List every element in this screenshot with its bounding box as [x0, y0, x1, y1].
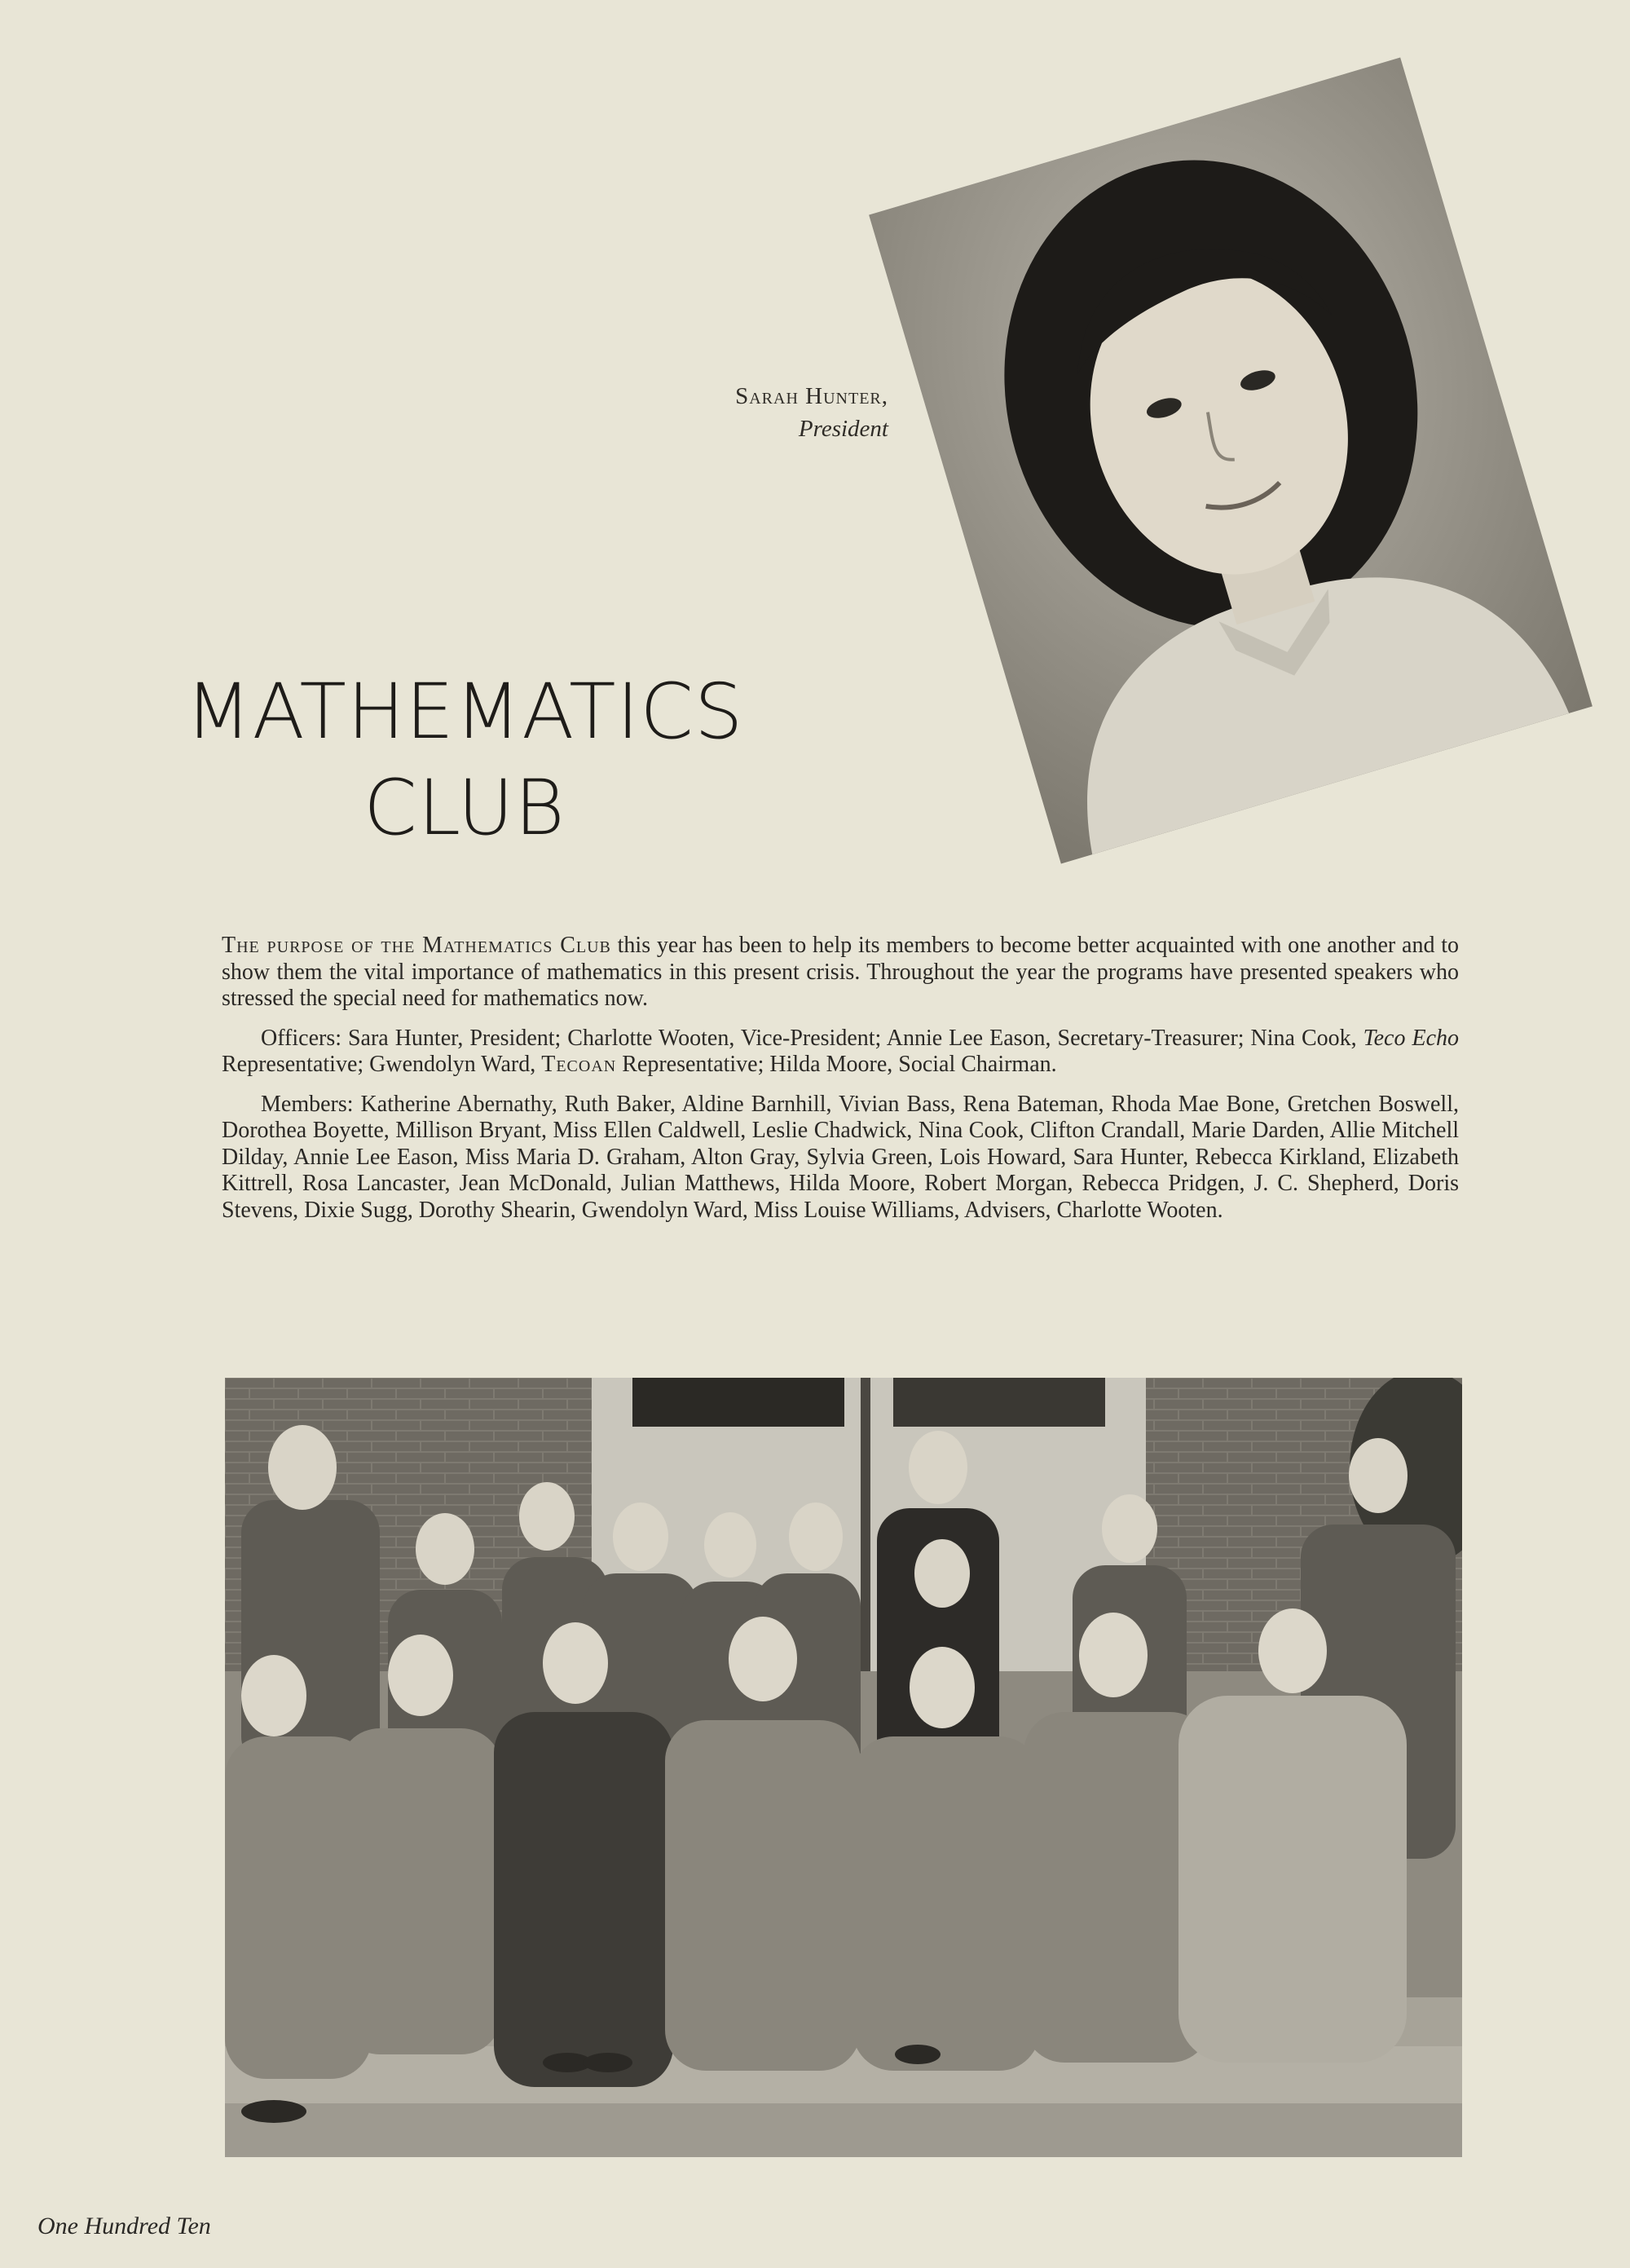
club-description [222, 933, 1459, 1237]
president-portrait-photo [869, 58, 1593, 864]
president-role: President [798, 416, 888, 442]
teco-echo-title: Teco Echo [1363, 1025, 1459, 1051]
officers-paragraph [222, 1026, 1459, 1079]
portrait-illustration [869, 58, 1593, 864]
title-line-1: MATHEMATICS [185, 668, 744, 757]
president-name: Sarah Hunter, [735, 383, 888, 409]
officers-part-3: Representative; Hilda Moore, Social Chairman. [616, 1052, 1057, 1077]
title-line-2: CLUB [363, 764, 566, 853]
members-paragraph: Members: Katherine Abernathy, Ruth Baker, Aldine Barnhill, Vivian Bass, Rena Bateman, Rhoda Mae Bone, Gretchen Boswell, Dorothea Boyette, Millison Bryant, Miss Ellen Caldwell, Leslie Chadwick, Nina Cook, Clifton Crandall, Marie Darden, Allie Mitchell Dilday, Annie Lee Eason, Miss Maria D. Graham, Alton Gray, Sylvia Green, Lois Howard, Sara Hunter, Rebecca Kirkland, Elizabeth Kittrell, Rosa Lancaster, Jean McDonald, Julian Matthews, Hilda Moore, Robert Morgan, Rebecca Pridgen, J. C. Shepherd, Doris Stevens, Dixie Sugg, Dorothy Shearin, Gwendolyn Ward, Miss Louise Williams, Advisers, Charlotte Wooten. [222, 1091, 1459, 1223]
purpose-paragraph [222, 933, 1459, 1013]
group-photo-illustration [225, 1378, 1462, 2157]
president-caption [619, 380, 888, 445]
page-number: One Hundred Ten [37, 2213, 211, 2239]
officers-part-2: Representative; Gwendolyn Ward, [222, 1052, 542, 1077]
tecoan-title: Tecoan [541, 1052, 617, 1077]
group-photo [225, 1378, 1462, 2157]
page-title [163, 664, 766, 857]
purpose-lead: The purpose of the Mathematics Club [222, 933, 611, 958]
officers-part-1: Officers: Sara Hunter, President; Charlotte Wooten, Vice-President; Annie Lee Eason, Secretary-Treasurer; Nina Cook, [261, 1025, 1363, 1051]
purpose-text: this year has been to help its members to become better acquainted with one another and to show them the vital importance of mathematics in this present crisis. Throughout the year the programs have presented speakers who stressed the special need for mathematics now. [222, 933, 1459, 1011]
